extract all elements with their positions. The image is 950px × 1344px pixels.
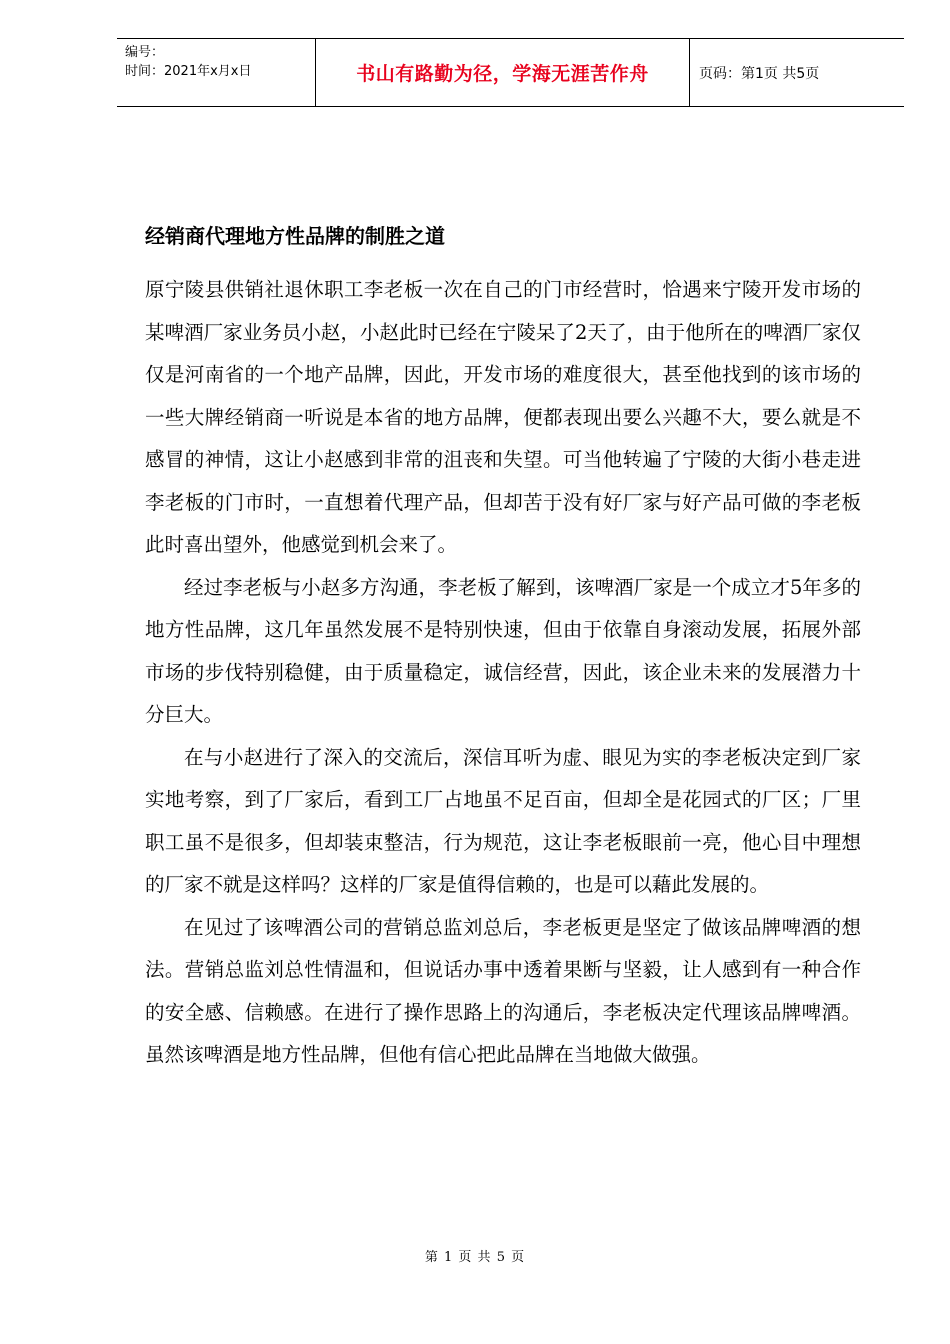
header-motto: 书山有路勤为径，学海无涯苦作舟	[316, 39, 690, 106]
document-body	[145, 269, 861, 1077]
header-meta	[117, 39, 316, 106]
header-page-info: 页码：第1页 共5页	[699, 65, 820, 82]
paragraph: 在与小赵进行了深入的交流后，深信耳听为虚、眼见为实的李老板决定到厂家实地考察，到了厂家后，看到工厂占地虽不足百亩，但却全是花园式的厂区；厂里职工虽不是很多，但却装束整洁，行为规范，这让李老板眼前一亮，他心目中理想的厂家不就是这样吗？这样的厂家是值得信赖的，也是可以藉此发展的。	[145, 745, 861, 896]
paragraph: 原宁陵县供销社退休职工李老板一次在自己的门市经营时，恰遇来宁陵开发市场的某啤酒厂家业务员小赵，小赵此时已经在宁陵呆了2天了，由于他所在的啤酒厂家仅仅是河南省的一个地产品牌，因此，开发市场的难度很大，甚至他找到的该市场的一些大牌经销商一听说是本省的地方品牌，便都表现出要么兴趣不大，要么就是不感冒的神情，这让小赵感到非常的沮丧和失望。可当他转遍了宁陵的大街小巷走进李老板的门市时，一直想着代理产品，但却苦于没有好厂家与好产品可做的李老板此时喜出望外，他感觉到机会来了。	[145, 278, 861, 556]
document-number-label: 编号：	[125, 45, 165, 60]
document-title: 经销商代理地方性品牌的制胜之道	[145, 224, 445, 248]
document-time: 时间：2021年x月x日	[125, 64, 252, 79]
paragraph: 在见过了该啤酒公司的营销总监刘总后，李老板更是坚定了做该品牌啤酒的想法。营销总监刘总性情温和，但说话办事中透着果断与坚毅，让人感到有一种合作的安全感、信赖感。在进行了操作思路上的沟通后，李老板决定代理该品牌啤酒。虽然该啤酒是地方性品牌，但他有信心把此品牌在当地做大做强。	[145, 915, 861, 1066]
page-footer: 第 1 页 共 5 页	[424, 1250, 526, 1265]
paragraph: 经过李老板与小赵多方沟通，李老板了解到，该啤酒厂家是一个成立才5年多的地方性品牌，这几年虽然发展不是特别快速，但由于依靠自身滚动发展，拓展外部市场的步伐特别稳健，由于质量稳定，诚信经营，因此，该企业未来的发展潜力十分巨大。	[145, 575, 861, 726]
page-header	[117, 38, 904, 107]
